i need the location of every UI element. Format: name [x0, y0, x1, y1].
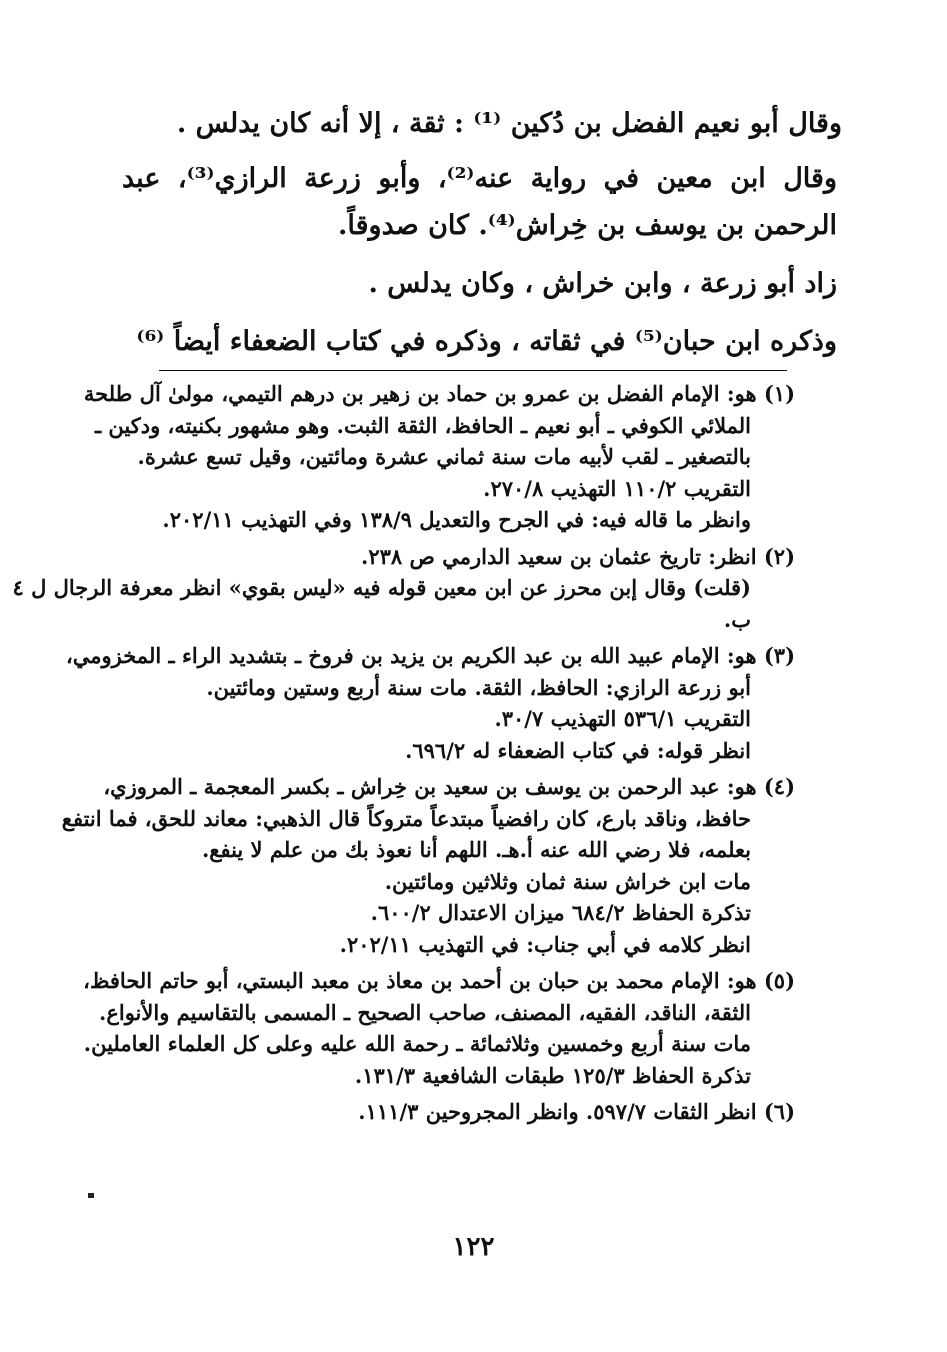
- footnote-line: (٥) هو: الإمام محمد بن حبان بن أحمد بن معاذ بن معبد البستي، أبو حاتم الحافظ،: [83, 968, 795, 993]
- footnote-line: (قلت) وقال إبن محرز عن ابن معين قوله فيه «ليس بقوي» انظر معرفة الرجال ل ٤: [12, 575, 751, 600]
- footnotes-block: [12, 378, 795, 1133]
- footnote-3: [65, 640, 795, 766]
- footnote-line: تذكرة الحفاظ ١٢٥/٣ طبقات الشافعية ١٣١/٣.: [354, 1062, 751, 1088]
- footnote-line: مات سنة أربع وخمسين وثلاثمائة ـ رحمة الله عليه وعلى كل العلماء العاملين.: [83, 1031, 751, 1056]
- footnote-line: بعلمه، فلا رضي الله عنه أ.هـ. اللهم أنا نعوذ بك من علم لا ينفع.: [201, 837, 751, 862]
- footnote-line: حافظ، وناقد بارع، كان رافضياً مبتدعاً متروكاً قال الذهبي: معاند للحق، فما انتفع: [61, 805, 751, 831]
- footnote-line: (٤) هو: عبد الرحمن بن يوسف بن سعيد بن خِراش ـ بكسر المعجمة ـ المروزي،: [103, 774, 795, 799]
- footnote-divider: [159, 370, 787, 371]
- footnote-line: (٢) انظر: تاريخ عثمان بن سعيد الدارمي ص ٢٣٨.: [361, 543, 795, 569]
- footnote-line: (١) هو: الإمام الفضل بن عمرو بن حماد بن زهير بن درهم التيمي، مولىٰ آل طلحة: [83, 381, 795, 406]
- footnote-5: [83, 965, 795, 1091]
- footnote-line: ب.: [723, 606, 751, 632]
- footnote-line: انظر قوله: في كتاب الضعفاء له ٦٩٦/٢.: [405, 737, 751, 763]
- main-text-block: [122, 100, 842, 376]
- main-paragraph: وذكره ابن حبان⁽⁵⁾ في ثقاته ، وذكره في كتاب الضعفاء أيضاً ⁽⁶⁾: [136, 326, 837, 357]
- footnote-line: الملائي الكوفي ـ أبو نعيم ـ الحافظ، الثقة الثبت. وهو مشهور بكنيته، ودكين ـ: [94, 412, 751, 438]
- footnote-line: الثقة، الناقد، الفقيه، المصنف، صاحب الصحيح ـ المسمى بالتقاسيم والأنواع.: [99, 999, 751, 1025]
- footnote-line: تذكرة الحفاظ ٦٨٤/٢ ميزان الاعتدال ٦٠٠/٢.: [370, 900, 751, 925]
- footnote-line: وانظر ما قاله فيه: في الجرح والتعديل ١٣٨/٩ وفي التهذيب ٢٠٢/١١.: [162, 507, 751, 532]
- footnote-line: (٣) هو: الإمام عبيد الله بن عبد الكريم بن يزيد بن فروخ ـ بتشديد الراء ـ المخزومي،: [65, 643, 795, 668]
- footnote-6: [95, 1096, 795, 1128]
- footnote-1: [83, 378, 795, 536]
- footnote-line: بالتصغير ـ لقب لأبيه مات سنة ثماني عشرة ومائتين، وقيل تسع عشرة.: [137, 444, 751, 469]
- footnote-line: التقريب ١١٠/٢ التهذيب ٢٧٠/٨.: [483, 475, 751, 501]
- footnote-line: (٦) انظر الثقات ٥٩٧/٧. وانظر المجروحين ١١١/٣.: [358, 1099, 795, 1124]
- main-paragraph: زاد أبو زرعة ، وابن خراش ، وكان يدلس .: [368, 268, 837, 299]
- footnote-line: مات ابن خراش سنة ثمان وثلاثين ومائتين.: [384, 868, 751, 894]
- footnote-2: [12, 541, 795, 636]
- footnote-4: [61, 771, 795, 960]
- page-number: ١٢٢: [452, 1232, 495, 1262]
- main-paragraph: وقال أبو نعيم الفضل بن دُكين ⁽¹⁾ : ثقة ، إلا أنه كان يدلس .: [176, 108, 842, 139]
- footnote-line: أبو زرعة الرازي: الحافظ، الثقة. مات سنة أربع وستين ومائتين.: [206, 674, 751, 700]
- footnote-line: انظر كلامه في أبي جناب: في التهذيب ٢٠٢/١١.: [339, 931, 751, 957]
- footnote-line: التقريب ٥٣٦/١ التهذيب ٣٠/٧.: [494, 706, 751, 731]
- main-paragraph: وقال ابن معين في رواية عنه⁽²⁾، وأبو زرعة الرازي⁽³⁾، عبد الرحمن بن يوسف بن خِراش⁽⁴⁾. كان صدوقاً.: [122, 163, 837, 241]
- scan-mark: [88, 1193, 94, 1198]
